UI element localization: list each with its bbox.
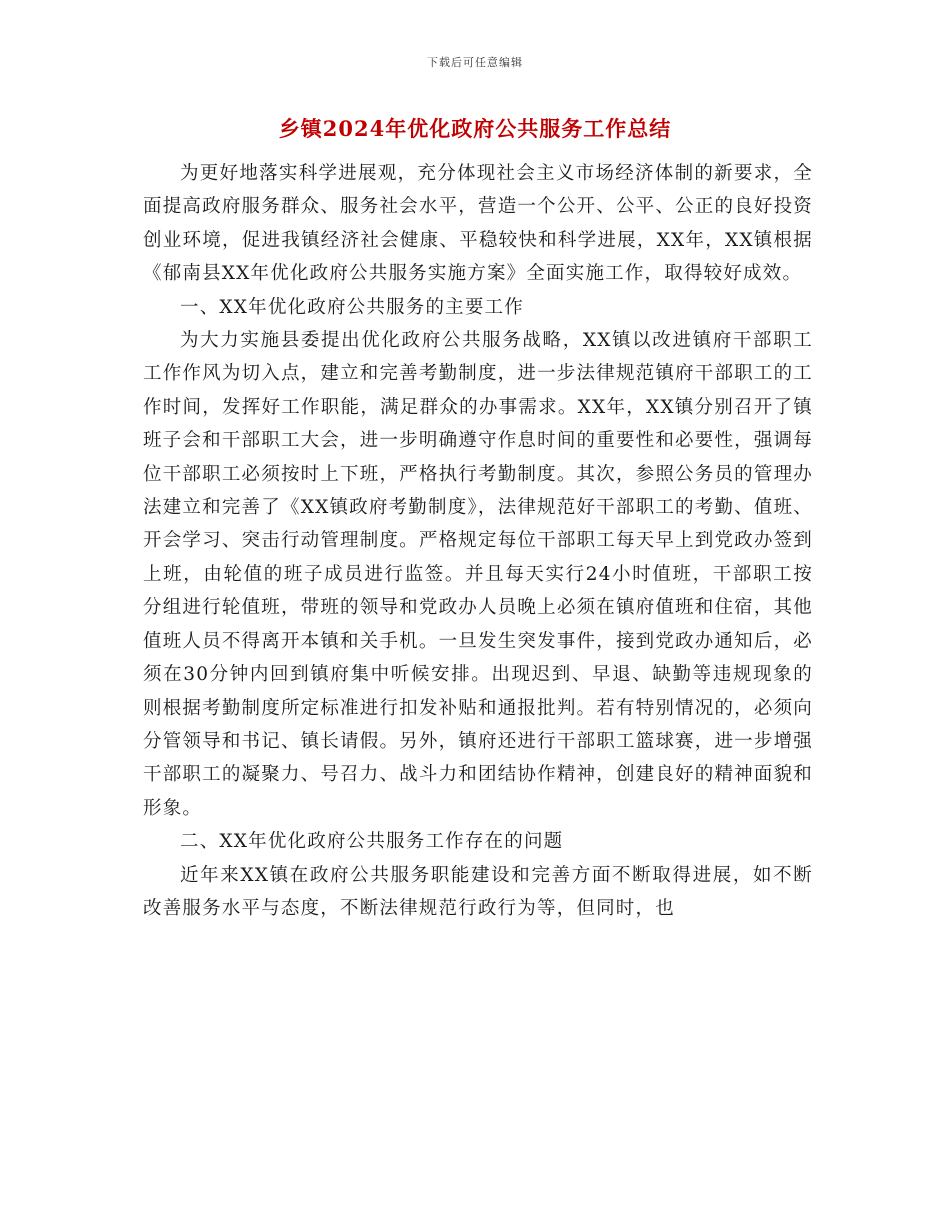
paragraph-intro: 为更好地落实科学进展观，充分体现社会主义市场经济体制的新要求，全面提高政府服务群众、服务社会水平，营造一个公开、公平、公正的良好投资创业环境，促进我镇经济社会健康、平稳较快和科学进展，XX年，XX镇根据《郁南县XX年优化政府公共服务实施方案》全面实施工作，取得较好成效。 (143, 163, 813, 285)
document-title: 乡镇2024年优化政府公共服务工作总结 (278, 116, 672, 141)
paragraph-section-2: 近年来XX镇在政府公共服务职能建设和完善方面不断取得进展，如不断改善服务水平与态度，不断法律规范行政行为等，但同时，也 (143, 864, 813, 919)
section-heading-1: 一、XX年优化政府公共服务的主要工作 (180, 296, 524, 318)
paragraph-section-1: 为大力实施县委提出优化政府公共服务战略，XX镇以改进镇府干部职工工作作风为切入点，建立和完善考勤制度，进一步法律规范镇府干部职工的工作时间，发挥好工作职能，满足群众的办事需求。XX年，XX镇分别召开了镇班子会和干部职工大会，进一步明确遵守作息时间的重要性和必要性，强调每位干部职工必须按时上下班，严格执行考勤制度。其次，参照公务员的管理办法建立和完善了《XX镇政府考勤制度》，法律规范好干部职工的考勤、值班、开会学习、突击行动管理制度。严格规定每位干部职工每天早上到党政办签到上班，由轮值的班子成员进行监签。并且每天实行24小时值班，干部职工按分组进行轮值班，带班的领导和党政办人员晚上必须在镇府值班和住宿，其他值班人员不得离开本镇和关手机。一旦发生突发事件，接到党政办通知后，必须在30分钟内回到镇府集中听候安排。出现迟到、早退、缺勤等违规现象的则根据考勤制度所定标准进行扣发补贴和通报批判。若有特别情况的，必须向分管领导和书记、镇长请假。另外，镇府还进行干部职工篮球赛，进一步增强干部职工的凝聚力、号召力、战斗力和团结协作精神，创建良好的精神面貌和形象。 (143, 330, 813, 819)
section-heading-2: 二、XX年优化政府公共服务工作存在的问题 (180, 831, 564, 853)
header-note: 下载后可任意编辑 (427, 56, 523, 69)
document-body (143, 157, 813, 925)
